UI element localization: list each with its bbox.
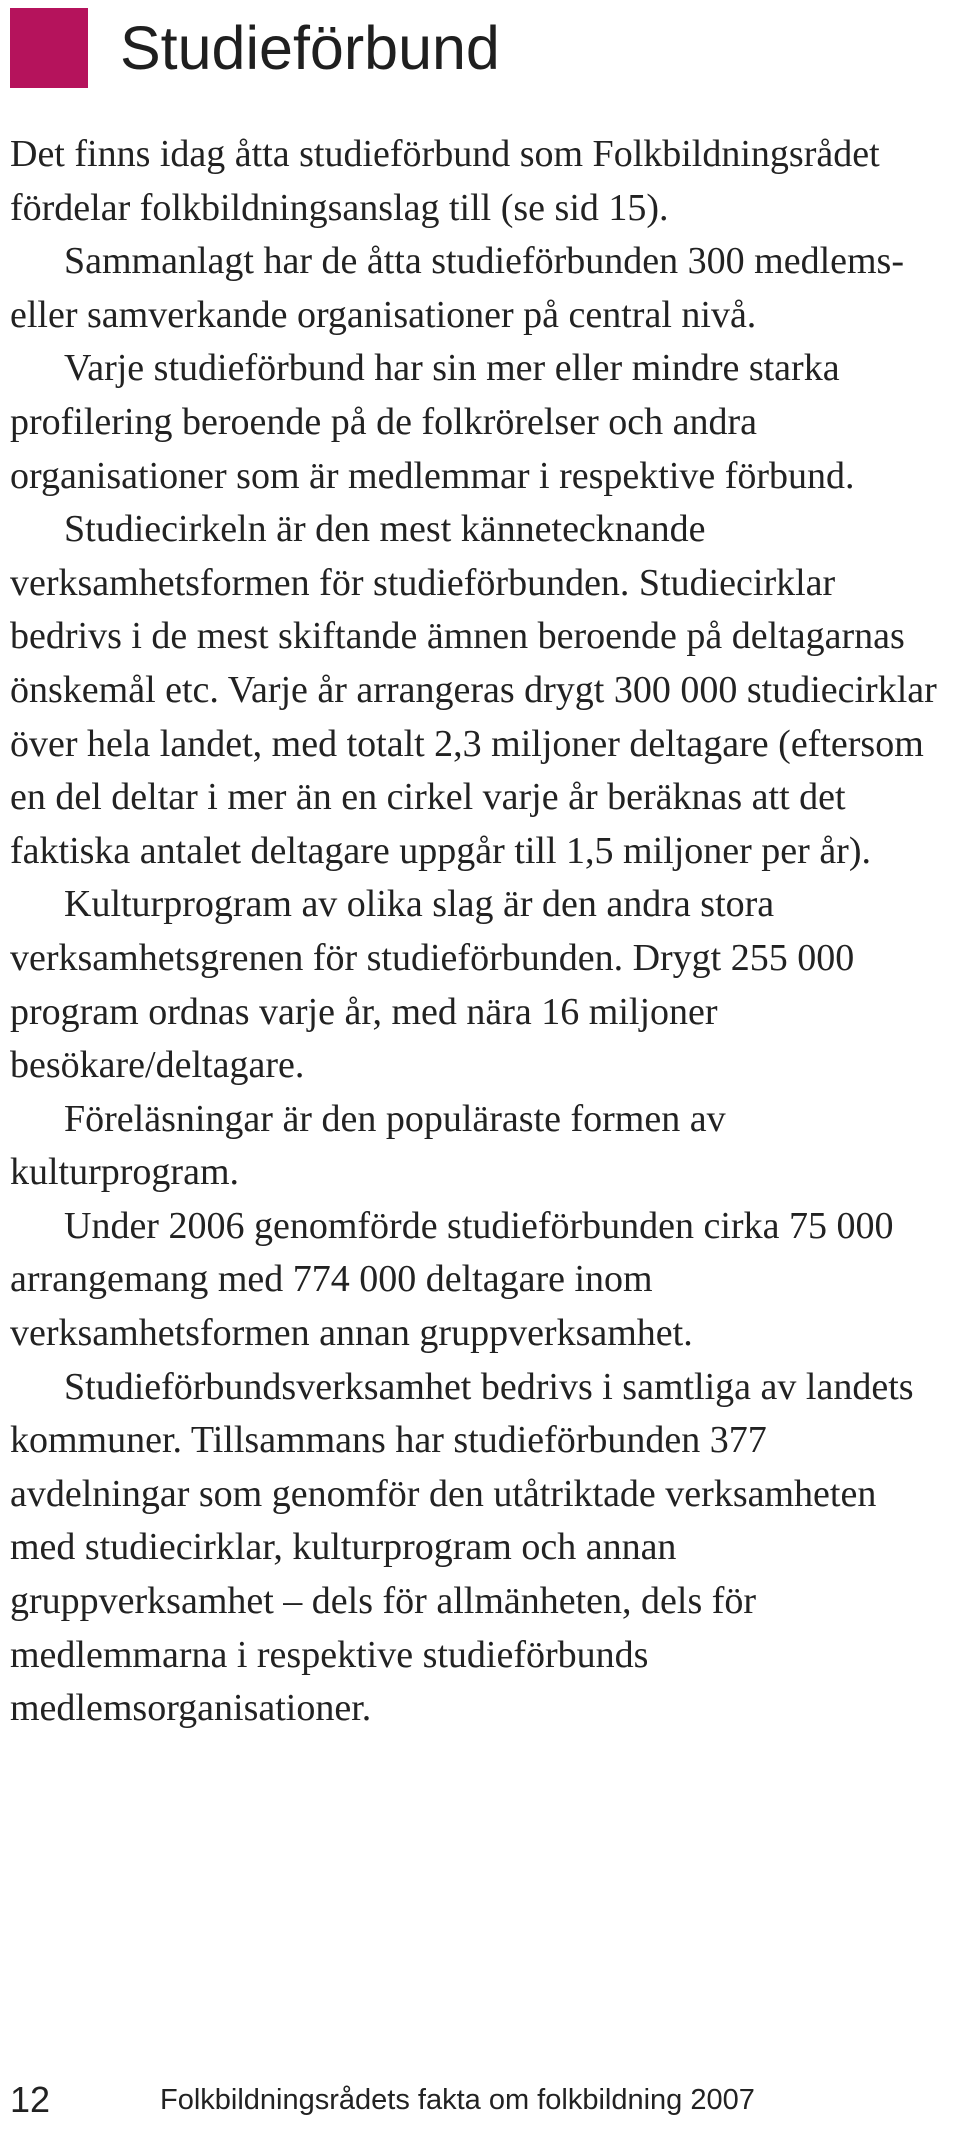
page-number: 12	[10, 2079, 51, 2120]
paragraph-municipalities: Studieförbundsverksamhet bedrivs i samtliga av landets kommuner. Tillsammans har studieförbunden 377 avdelningar som genomför den utåtriktade verksamheten med studiecirklar, kulturprogram och annan gruppverksamhet – dels för allmänheten, dels för medlemmarna i respektive studieförbunds medlemsorganisationer.	[10, 1365, 914, 1730]
body-text	[10, 128, 940, 1736]
accent-square	[10, 8, 88, 88]
paragraph-culture-programs: Kulturprogram av olika slag är den andra stora verksamhetsgrenen för studieförbunden. Drygt 255 000 program ordnas varje år, med nära 16 miljoner besökare/deltagare.	[10, 883, 855, 1087]
page-footer	[10, 2078, 940, 2122]
page-title: Studieförbund	[120, 14, 500, 82]
paragraph-profile: Varje studieförbund har sin mer eller mindre starka profilering beroende på de folkrörelser och andra organisationer som är medlemmar i respektive förbund.	[10, 347, 855, 497]
paragraph-study-circles: Studiecirkeln är den mest kännetecknande verksamhetsformen för studieförbunden. Studiecirklar bedrivs i de mest skiftande ämnen beroende på deltagarnas önskemål etc. Varje år arrangeras drygt 300 000 studiecirklar över hela landet, med totalt 2,3 miljoner deltagare (eftersom en del deltar i mer än en cirkel varje år beräknas att det faktiska antalet deltagare uppgår till 1,5 miljoner per år).	[10, 508, 937, 872]
section-header	[10, 8, 500, 88]
paragraph-group-activities: Under 2006 genomförde studieförbunden cirka 75 000 arrangemang med 774 000 deltagare inom verksamhetsformen annan gruppverksamhet.	[10, 1204, 894, 1355]
publication-title: Folkbildningsrådets fakta om folkbildning 2007	[160, 2083, 755, 2116]
paragraph-members: Sammanlagt har de åtta studieförbunden 300 medlems- eller samverkande organisationer på central nivå.	[10, 240, 904, 336]
paragraph-lectures: Föreläsningar är den populäraste formen av kulturprogram.	[10, 1097, 726, 1194]
paragraph-intro: Det finns idag åtta studieförbund som Folkbildningsrådet fördelar folkbildningsanslag till (se sid 15).	[10, 133, 880, 229]
